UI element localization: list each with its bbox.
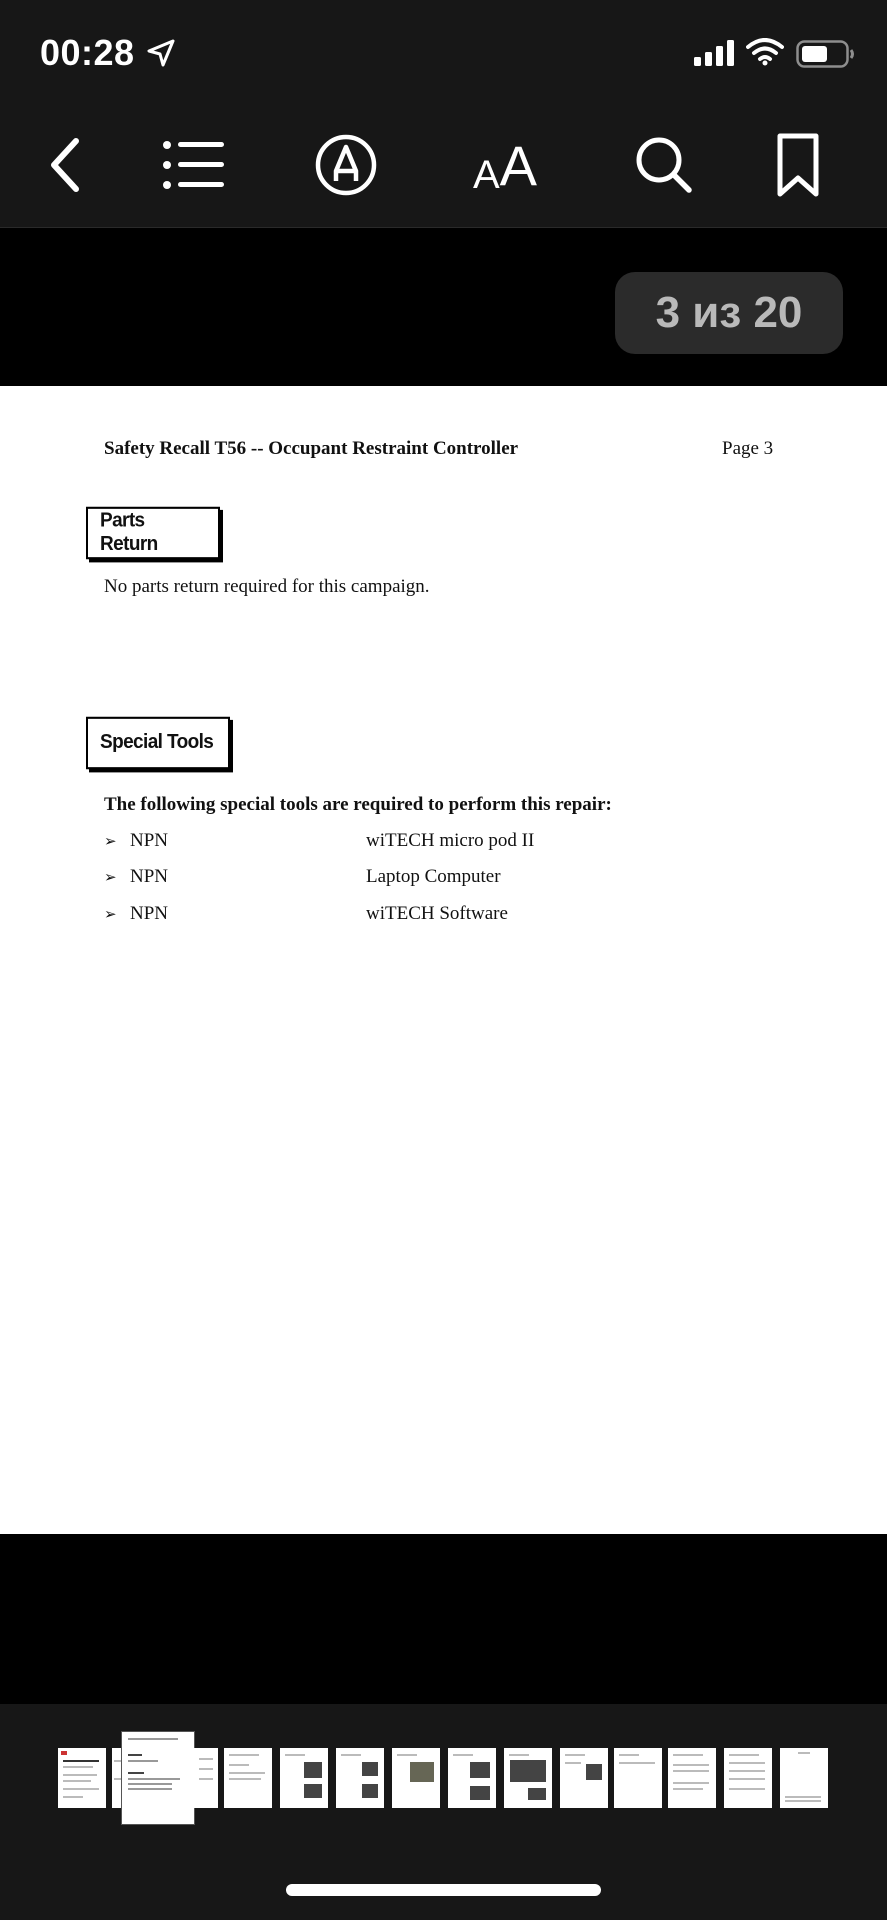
status-bar [0, 0, 887, 100]
special-tools-heading: Special Tools [86, 717, 230, 770]
back-button[interactable] [36, 130, 96, 200]
page-thumbnail-strip[interactable] [0, 1704, 887, 1920]
arrow-bullet-icon: ➢ [104, 907, 117, 923]
doc-header-page-number: Page 3 [722, 438, 774, 459]
page-thumbnail-3-current[interactable] [122, 1732, 194, 1824]
page-counter: 3 из 20 [615, 272, 843, 354]
bookmark-button[interactable] [762, 130, 834, 200]
tool-name: Laptop Computer [366, 866, 501, 887]
tool-name: wiTECH micro pod II [366, 830, 535, 851]
tool-name: wiTECH Software [366, 903, 508, 924]
page-thumbnail-11[interactable] [560, 1748, 608, 1808]
parts-return-text: No parts return required for this campaign. [104, 576, 430, 597]
arrow-bullet-icon: ➢ [104, 870, 117, 886]
special-tools-intro: The following special tools are required to perform this repair: [104, 794, 612, 815]
page-thumbnail-10[interactable] [504, 1748, 552, 1808]
page-thumbnail-7[interactable] [336, 1748, 384, 1808]
arrow-bullet-icon: ➢ [104, 834, 117, 850]
page-thumbnail-1[interactable] [58, 1748, 106, 1808]
page-thumbnail-14[interactable] [724, 1748, 772, 1808]
page-thumbnail-4[interactable] [194, 1748, 218, 1808]
page-thumbnail-12[interactable] [614, 1748, 662, 1808]
markup-icon [314, 133, 378, 197]
font-size-icon [473, 133, 537, 198]
wifi-icon [746, 38, 784, 66]
font-size-small-a: A [472, 152, 500, 197]
page-thumbnail-15[interactable] [780, 1748, 828, 1808]
search-icon [633, 134, 695, 196]
tool-part-number: NPN [130, 866, 169, 887]
page-thumbnail-8[interactable] [392, 1748, 440, 1808]
search-button[interactable] [628, 130, 700, 200]
tool-list-item [104, 866, 704, 896]
page-thumbnail-9[interactable] [448, 1748, 496, 1808]
tool-part-number: NPN [130, 903, 169, 924]
markup-button[interactable] [310, 130, 382, 200]
font-size-large-a: A [499, 133, 538, 197]
table-of-contents-icon [162, 140, 226, 190]
table-of-contents-button[interactable] [158, 130, 230, 200]
tool-list-item [104, 830, 704, 860]
page-thumbnail-6[interactable] [280, 1748, 328, 1808]
document-page [0, 386, 887, 1534]
bookmark-icon [776, 132, 820, 198]
status-time: 00:28 [40, 32, 135, 73]
tool-list-item [104, 903, 704, 933]
battery-icon [796, 40, 856, 68]
page-thumbnail-5[interactable] [224, 1748, 272, 1808]
reader-toolbar [0, 100, 887, 228]
doc-header-title: Safety Recall T56 -- Occupant Restraint Controller [104, 438, 519, 459]
tool-part-number: NPN [130, 830, 169, 851]
home-indicator[interactable] [286, 1884, 601, 1896]
parts-return-heading: Parts Return [86, 507, 220, 560]
font-size-button[interactable] [460, 130, 550, 200]
signal-icon [694, 40, 738, 66]
page-thumbnail-13[interactable] [668, 1748, 716, 1808]
back-icon [46, 135, 86, 195]
location-arrow-icon [146, 38, 176, 68]
